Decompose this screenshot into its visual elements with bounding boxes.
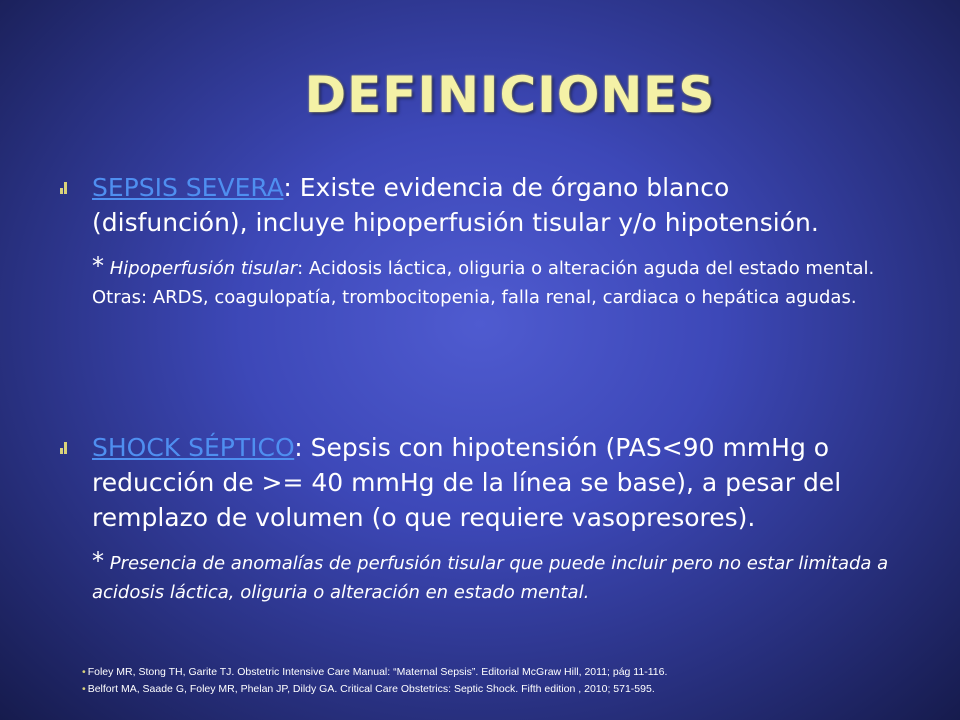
- note-italic: Hipoperfusión tisular: [104, 258, 298, 279]
- bullet-icon: [60, 182, 70, 194]
- definition-body: : Existe evidencia de órgano blanco (disfunción), incluye hipoperfusión tisular y/o hipotensión.: [92, 173, 819, 237]
- bullet-icon: [60, 442, 70, 454]
- definition-sepsis-severa: [92, 170, 892, 312]
- definition-body: : Sepsis con hipotensión (PAS<90 mmHg o reducción de >= 40 mmHg de la línea se base), a pesar del remplazo de volumen (o que requiere vasopresores).: [92, 433, 842, 532]
- reference-item: • Belfort MA, Saade G, Foley MR, Phelan JP, Dildy GA. Critical Care Obstetrics: Septic Shock. Fifth edition , 2010; 571-595.: [82, 681, 902, 698]
- note-body: : Acidosis láctica, oliguria o alteración aguda del estado mental. Otras: ARDS, coagulopatía, trombocitopenia, falla renal, cardiaca o hepática agudas.: [92, 258, 875, 308]
- definition-text: [92, 430, 892, 535]
- definition-note: [92, 252, 892, 312]
- slide-title: DEFINICIONES: [304, 66, 716, 124]
- term-link[interactable]: SHOCK SÉPTICO: [92, 433, 295, 462]
- note-italic: Presencia de anomalías de perfusión tisular que puede incluir pero no estar limitada a acidosis láctica, oliguria o alteración en estado mental.: [92, 553, 889, 603]
- reference-item: • Foley MR, Stong TH, Garite TJ. Obstetric Intensive Care Manual: “Maternal Sepsis”. Editorial McGraw Hill, 2011; pág 11-116.: [82, 664, 902, 681]
- references: [82, 664, 902, 698]
- note-star: *: [92, 252, 104, 280]
- note-star: *: [92, 547, 104, 575]
- definition-shock-septico: [92, 430, 892, 607]
- definition-note: [92, 547, 892, 607]
- definition-text: [92, 170, 892, 240]
- term-link[interactable]: SEPSIS SEVERA: [92, 173, 284, 202]
